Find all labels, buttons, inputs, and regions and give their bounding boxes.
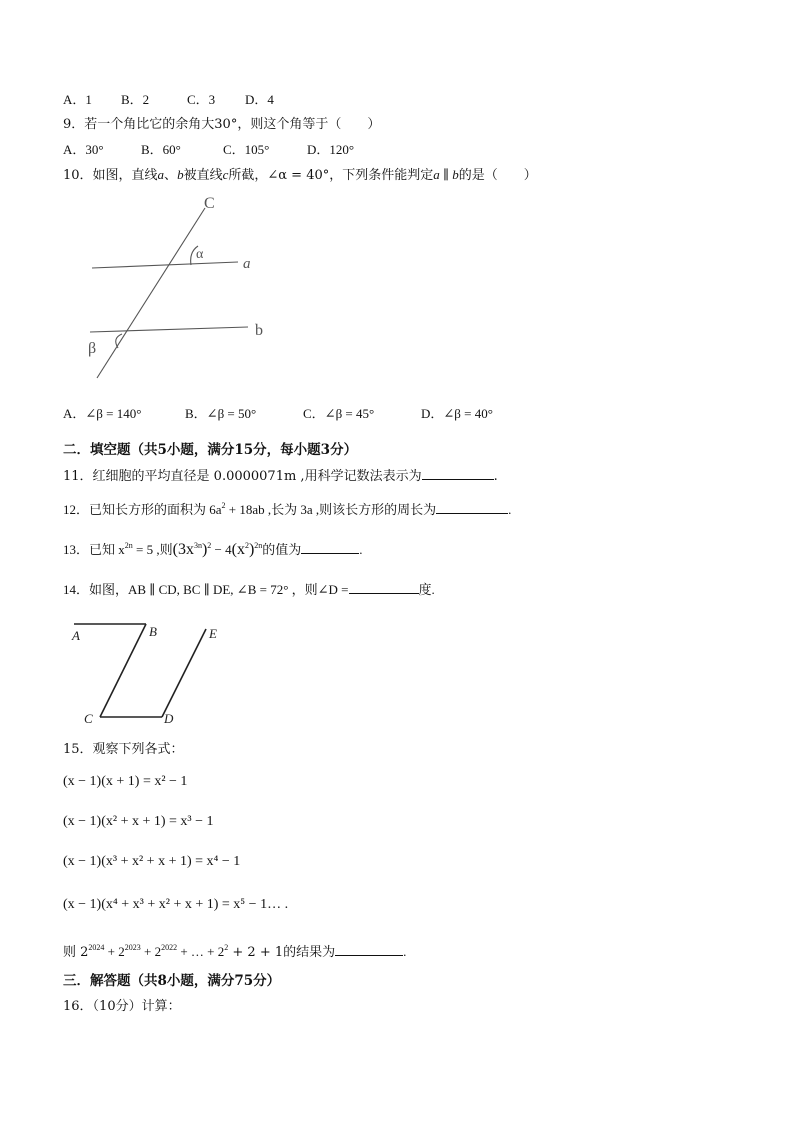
q10-stem-pre: 10．如图，直线	[63, 168, 158, 183]
label-point-c: C	[84, 711, 93, 726]
q9-option-b: B．60°	[141, 142, 181, 157]
q12-pre: 12．已知长方形的面积为 6a	[63, 502, 222, 517]
q10-mid: 被直线	[183, 168, 223, 183]
q10-option-b: B．∠β = 50°	[185, 406, 257, 421]
q10-var-c: c	[222, 167, 229, 182]
q9-option-a: A．30°	[63, 142, 104, 157]
q10-mid2: 所截，∠α = 40°，下列条件能判定	[228, 168, 434, 183]
q11-answer-blank[interactable]	[422, 466, 494, 480]
q8-option-a: A．1	[63, 92, 92, 107]
q15-rest2: + 2 + 1的结果为	[228, 945, 336, 960]
q13-end-text: 的值为	[262, 543, 302, 558]
q15-final-pre: 则 2	[63, 945, 89, 960]
q13-stem	[63, 540, 363, 560]
q13-exp-3: 2	[207, 541, 212, 550]
q15-stem: 15．观察下列各式：	[63, 742, 184, 757]
q13-part2: )	[201, 541, 208, 558]
q15-plus-2: + 2	[140, 944, 162, 959]
section-2-title: 二．填空题（共5小题，满分15分，每小题3分）	[63, 442, 358, 458]
q10-end: 的是（ ）	[458, 168, 537, 183]
q13-answer-blank[interactable]	[301, 540, 359, 554]
q8-options	[63, 91, 274, 109]
q12-end: .	[508, 502, 512, 517]
q15-exp-2023: 2023	[124, 943, 141, 952]
q15-answer-blank[interactable]	[335, 942, 403, 956]
q10-parallel-relation: a ∥ b	[433, 167, 459, 182]
q13-exp-5: 2n	[254, 541, 263, 550]
q13-mid2: − 4	[211, 542, 232, 557]
line-a	[92, 262, 238, 268]
q14-figure	[66, 616, 236, 731]
q14-answer-blank[interactable]	[349, 580, 419, 594]
q9-option-c: C．105°	[223, 142, 270, 157]
label-c: C	[204, 195, 215, 212]
q15-eq-4: (x − 1)(x⁴ + x³ + x² + x + 1) = x⁵ − 1… .	[63, 897, 289, 912]
q15-final	[63, 942, 406, 962]
label-a: a	[243, 256, 251, 272]
label-point-d: D	[164, 711, 174, 726]
label-b: b	[255, 322, 263, 339]
q13-mid1: = 5 ,则	[132, 542, 173, 557]
q15-eq-2: (x − 1)(x² + x + 1) = x³ − 1	[63, 814, 214, 829]
q12-mid: + 18ab ,长为 3a ,则该长方形的周长为	[225, 502, 437, 517]
q13-exp-2: 3n	[193, 541, 202, 550]
q14-end: 度.	[418, 582, 435, 597]
q12-stem	[63, 500, 511, 519]
q12-exp: 2	[221, 501, 226, 510]
q9-option-d: D．120°	[307, 142, 355, 157]
q15-exp-2024: 2024	[88, 943, 105, 952]
q10-figure	[80, 190, 290, 385]
q10-stem	[63, 166, 537, 185]
q10-var-a: a	[157, 167, 165, 182]
q10-option-c: C．∠β = 45°	[303, 406, 375, 421]
label-alpha: α	[196, 247, 204, 262]
q8-option-b: B．2	[121, 92, 150, 107]
q10-sep: 、	[164, 168, 178, 183]
q15-exp-2022: 2022	[161, 943, 178, 952]
segment-de	[162, 629, 206, 717]
line-c	[97, 208, 205, 378]
q15-plus-1: + 2	[104, 944, 125, 959]
q14-text: 14．如图，AB ∥ CD, BC ∥ DE, ∠B = 72° ，则∠D =	[63, 582, 349, 597]
q10-option-a: A．∠β = 140°	[63, 406, 142, 421]
label-point-a: A	[72, 628, 80, 643]
q15-end: .	[403, 944, 407, 959]
label-point-e: E	[209, 626, 217, 641]
q11-text: 11．红细胞的平均直径是 0.0000071m ,用科学记数法表示为	[63, 469, 422, 484]
q11-stem	[63, 466, 498, 486]
q11-end: .	[493, 469, 498, 484]
q9-stem: 9．若一个角比它的余角大30°，则这个角等于（ ）	[63, 117, 381, 132]
q10-options	[63, 405, 493, 423]
q13-exp-4: 2	[244, 541, 249, 550]
q9-options	[63, 141, 354, 159]
q15-exp-2: 2	[224, 943, 229, 952]
q16-stem: 16．（10分）计算：	[63, 999, 181, 1014]
q8-option-d: D．4	[245, 92, 274, 107]
q13-pre: 13．已知 x	[63, 542, 125, 557]
q15-eq-3: (x − 1)(x³ + x² + x + 1) = x⁴ − 1	[63, 854, 241, 869]
q13-end: .	[359, 542, 363, 557]
q13-part1: (3x	[172, 541, 194, 558]
q13-part4: )	[248, 541, 255, 558]
q14-stem	[63, 580, 435, 599]
q15-eq-1: (x − 1)(x + 1) = x² − 1	[63, 774, 188, 789]
label-point-b: B	[149, 624, 157, 639]
label-beta: β	[88, 340, 97, 357]
q12-answer-blank[interactable]	[436, 500, 508, 514]
section-3-title: 三．解答题（共8小题，满分75分）	[63, 973, 281, 989]
q13-exp-1: 2n	[124, 541, 133, 550]
q8-option-c: C．3	[187, 92, 216, 107]
line-b	[90, 327, 248, 332]
q13-part3: (x	[231, 541, 245, 558]
segment-bc	[100, 624, 146, 717]
q15-rest: + … + 2	[177, 944, 225, 959]
q10-var-b: b	[177, 167, 184, 182]
q10-option-d: D．∠β = 40°	[421, 406, 493, 421]
